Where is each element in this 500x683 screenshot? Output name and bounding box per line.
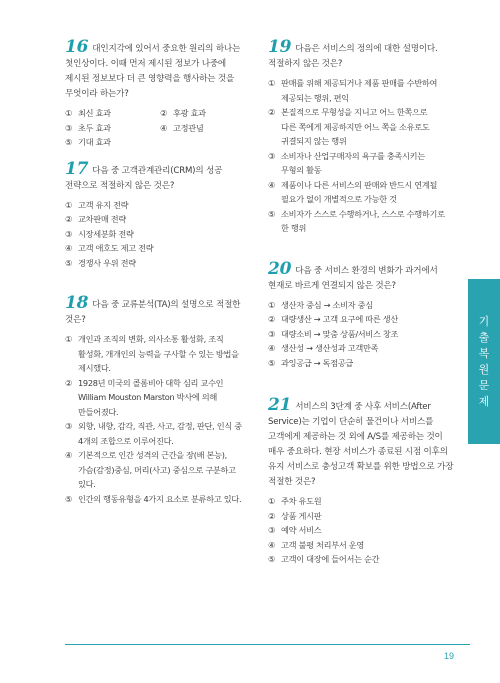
question-number: 18	[65, 293, 89, 313]
option-list	[65, 106, 255, 150]
option: ④ 고정관념	[160, 122, 204, 133]
question-21	[268, 395, 455, 567]
question-16	[65, 37, 255, 150]
option: ② 상품 게시판	[268, 510, 322, 521]
option: ③ 예약 서비스	[268, 525, 322, 535]
option-list	[268, 298, 455, 371]
option: ④ 생산성 → 생산성과 고객만족	[268, 343, 379, 353]
footer-divider	[65, 644, 470, 645]
section-side-tab	[468, 279, 500, 444]
side-tab-char: 출	[478, 330, 490, 344]
option-list	[65, 198, 255, 271]
question-number: 21	[268, 395, 292, 415]
side-tab-char: 문	[478, 378, 490, 392]
option: ① 판매를 위해 제공되거나 제품 판매를 수반하여 제공되는 행위, 편익	[268, 78, 438, 103]
option: ② 1928년 미국의 콜롬비아 대학 심리 교수인 William Mouston Marston 박사에 의해 만들어졌다.	[65, 377, 224, 417]
option: ④ 제품이나 다른 서비스의 판매와 반드시 연계될 필요가 없이 개별적으로 가능한 것	[268, 179, 438, 204]
question-stem: 21 서비스의 3단계 중 사후 서비스(After Service)는 기업이 단순히 물건이나 서비스를 고객에게 제공하는 것 외에 A/S를 제공하는 것이 매우 중요하다. 현장 서비스가 종료된 시점 이후의 유지 서비스로 충성고객 확보를 위한 방법으로 가장 적절한 것은?	[268, 395, 454, 487]
option: ⑤ 경쟁사 우위 전략	[65, 257, 136, 268]
option: ③ 시장세분화 전략	[65, 228, 134, 239]
option: ④ 고객 애호도 제고 전략	[65, 243, 154, 253]
option: ③ 대량소비 → 맞춤 상품/서비스 창조	[268, 328, 399, 339]
right-column	[268, 37, 455, 577]
option: ① 고객 유지 전략	[65, 199, 129, 210]
option: ⑤ 소비자가 스스로 수행하거나, 스스로 수행하기로 한 행위	[268, 208, 445, 233]
option: ② 교차판매 전략	[65, 214, 126, 224]
question-stem: 18 다음 중 교류분석(TA)의 설명으로 적절한 것은?	[65, 293, 241, 325]
question-stem: 20 다음 중 서비스 환경의 변화가 과거에서 현재로 바르게 연결되지 않은 것은?	[268, 258, 438, 291]
option: ① 생산자 중심 → 소비자 중심	[268, 299, 373, 310]
question-number: 20	[268, 258, 292, 279]
option: ③ 초두 효과	[65, 122, 111, 133]
option-list	[268, 494, 455, 567]
side-tab-char: 제	[478, 394, 490, 408]
question-17	[65, 158, 255, 271]
option: ① 주차 유도원	[268, 496, 322, 506]
option: ② 본질적으로 무형성을 지니고 어느 한쪽으로 다른 쪽에게 제공하지만 어느 쪽을 소유로도 귀결되지 않는 행위	[268, 107, 430, 146]
option: ① 개인과 조직의 변화, 의사소통 활성화, 조직 활성화, 개개인의 능력을 구사할 수 있는 방법을 제시했다.	[65, 334, 239, 373]
left-column	[65, 37, 255, 516]
side-tab-char: 복	[478, 346, 490, 360]
side-tab-char: 기	[478, 314, 490, 328]
question-stem: 19 다음은 서비스의 정의에 대한 설명이다. 적절하지 않은 것은?	[268, 37, 438, 69]
option: ① 최신 효과	[65, 108, 111, 118]
option: ⑤ 고객이 대장에 들어서는 순간	[268, 554, 380, 564]
option-list	[268, 76, 455, 236]
question-18	[65, 293, 255, 506]
page-number: 19	[444, 651, 455, 661]
question-number: 19	[268, 37, 292, 57]
option: ③ 소비자나 산업구매자의 욕구를 충족시키는 무형의 활동	[268, 150, 425, 175]
question-19	[268, 37, 455, 236]
option: ③ 외향, 내향, 감각, 직관, 사고, 감정, 판단, 인식 중 4개의 조합으로 이루어진다.	[65, 421, 242, 446]
question-number: 16	[65, 37, 89, 57]
option: ④ 고객 불평 처리부서 운영	[268, 539, 364, 550]
question-stem: 17 다음 중 고객관계관리(CRM)의 성공 전략으로 적절하지 않은 것은?	[65, 158, 223, 191]
option: ④ 기본적으로 인간 성격의 근간을 장(배 본능), 가슴(감정)중심, 머리(사고) 중심으로 구분하고 있다.	[65, 450, 236, 489]
question-stem: 16 대인지각에 있어서 중요한 원리의 하나는 첫인상이다. 이때 먼저 제시된 정보가 나중에 제시된 정보보다 더 큰 영향력을 행사하는 것을 무엇이라 하는가?	[65, 37, 241, 99]
option: ⑤ 과잉공급 → 독점공급	[268, 357, 354, 368]
option: ② 후광 효과	[160, 108, 206, 118]
side-tab-char: 원	[478, 362, 490, 376]
question-number: 17	[65, 158, 89, 179]
option: ⑤ 인간의 행동유형을 4가지 요소로 분류하고 있다.	[65, 493, 242, 504]
option: ⑤ 기대 효과	[65, 137, 111, 147]
question-20	[268, 258, 455, 371]
option-list	[65, 332, 255, 506]
option: ② 대량생산 → 고객 요구에 따른 생산	[268, 314, 398, 324]
